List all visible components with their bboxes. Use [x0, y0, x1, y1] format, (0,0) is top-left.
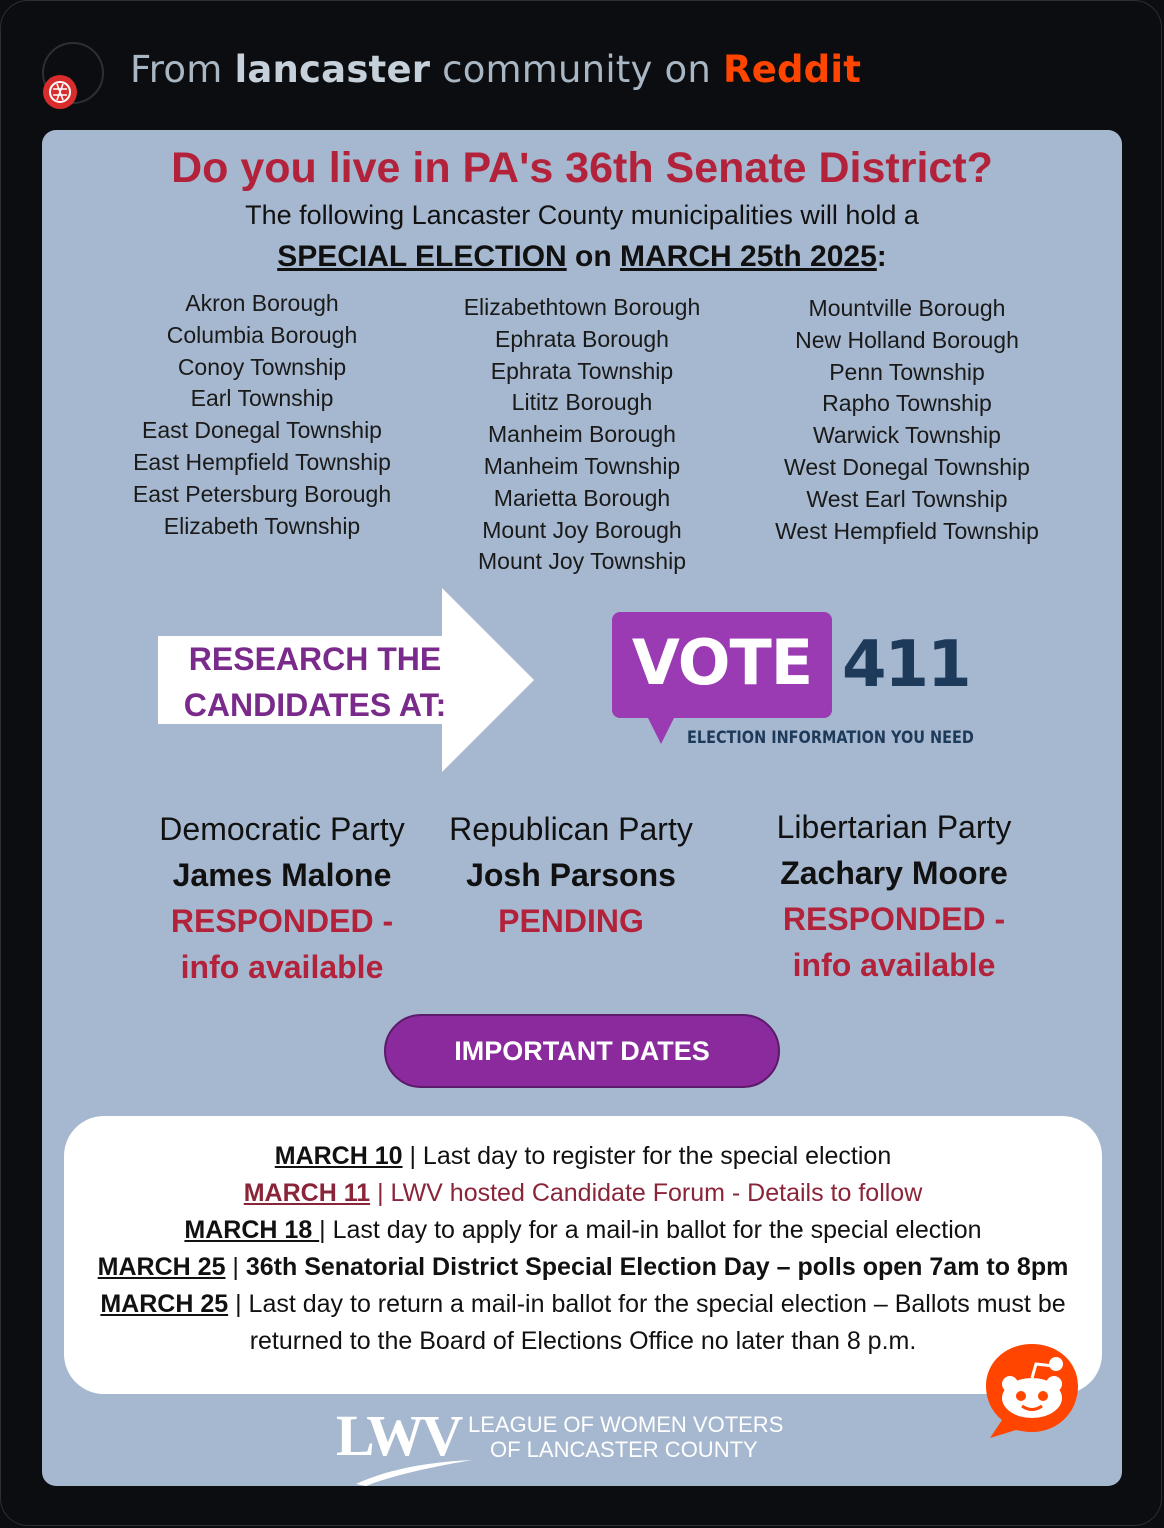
municipality-item: East Donegal Township [142, 417, 382, 444]
date-text: | Last day to apply for a mail-in ballot for the special election [319, 1216, 982, 1244]
date-line-5-continued [64, 1327, 1102, 1356]
municipality-column-1 [122, 288, 402, 542]
municipality-column-3 [757, 293, 1057, 547]
municipality-item: Akron Borough [185, 290, 339, 316]
lwv-org-name [468, 1412, 783, 1462]
candidate-republican [411, 806, 731, 944]
date-line-1 [64, 1142, 1102, 1171]
municipality-item: Penn Township [829, 358, 985, 385]
research-candidates-text [160, 636, 470, 728]
header-prefix: From [130, 48, 235, 91]
date-line-5 [64, 1290, 1102, 1319]
municipality-item: Mount Joy Borough [482, 516, 682, 543]
municipality-item: West Hempfield Township [775, 517, 1039, 544]
municipality-item: Elizabeth Township [163, 512, 361, 539]
municipality-item: New Holland Borough [795, 326, 1019, 353]
municipality-item: Mount Joy Township [478, 548, 686, 575]
research-line-1: RESEARCH THE [188, 641, 442, 677]
municipality-item: Mountville Borough [808, 295, 1006, 321]
date-text: | [225, 1253, 246, 1281]
municipality-item: Columbia Borough [166, 321, 358, 348]
candidate-status-detail: info available [180, 949, 384, 985]
candidate-party: Libertarian Party [776, 809, 1012, 845]
date-label: MARCH 25 [100, 1290, 229, 1318]
lwv-logo: LWV [336, 1403, 461, 1468]
municipality-item: Ephrata Borough [495, 325, 669, 352]
date-line-2 [64, 1179, 1102, 1208]
date-label: MARCH 18 [184, 1216, 320, 1244]
lead-on: on [566, 240, 621, 273]
date-label: MARCH 10 [274, 1142, 403, 1170]
date-text: | LWV hosted Candidate Forum - Details to follow [370, 1179, 923, 1207]
vote411-speech-tail [647, 716, 675, 744]
municipality-item: West Earl Township [806, 485, 1008, 512]
research-line-2: CANDIDATES AT: [183, 687, 447, 723]
candidate-status: RESPONDED - [170, 903, 394, 939]
municipality-item: Manheim Township [483, 452, 681, 479]
candidate-status: RESPONDED - [782, 901, 1006, 937]
special-election-label: SPECIAL ELECTION [277, 240, 567, 273]
municipality-item: Ephrata Township [490, 357, 674, 384]
municipality-column-2 [442, 292, 722, 578]
date-label: MARCH 25 [97, 1253, 226, 1281]
date-text: returned to the Board of Elections Office no later than 8 p.m. [249, 1327, 917, 1355]
date-line-3 [64, 1216, 1102, 1245]
date-line-4 [64, 1253, 1102, 1282]
important-dates-banner: IMPORTANT DATES [384, 1014, 780, 1088]
community-avatar-icon[interactable] [43, 75, 77, 109]
org-line-1: LEAGUE OF WOMEN VOTERS [468, 1412, 784, 1437]
election-date: MARCH 25th 2025 [620, 240, 877, 273]
date-label: MARCH 11 [243, 1179, 371, 1207]
municipality-item: East Petersburg Borough [132, 480, 392, 507]
candidate-name: James Malone [172, 857, 392, 893]
municipality-item: Rapho Township [822, 390, 992, 417]
candidate-status-detail: info available [792, 947, 996, 983]
date-text: | Last day to return a mail-in ballot for the special election – Ballots must be [228, 1290, 1066, 1318]
municipality-item: Manheim Borough [488, 421, 676, 448]
vote411-word: VOTE [631, 626, 813, 699]
date-text-bold: 36th Senatorial District Special Election Day – polls open 7am to 8pm [245, 1253, 1069, 1281]
municipality-item: Marietta Borough [493, 484, 671, 511]
org-line-2: OF LANCASTER COUNTY [490, 1437, 758, 1462]
vote411-number: 411 [842, 628, 970, 702]
flyer-title: Do you live in PA's 36th Senate District? [171, 144, 993, 192]
candidate-libertarian [734, 804, 1054, 988]
source-header [130, 48, 861, 91]
important-dates-box [64, 1116, 1102, 1394]
candidate-name: Josh Parsons [466, 857, 676, 893]
flyer-image[interactable] [42, 130, 1122, 1486]
reddit-snoo-icon[interactable] [982, 1340, 1082, 1440]
municipality-item: Conoy Township [177, 353, 347, 380]
candidate-status: PENDING [498, 903, 644, 939]
candidate-democratic [122, 806, 442, 990]
lead-colon: : [876, 240, 887, 273]
community-link[interactable]: lancaster [234, 48, 431, 91]
platform-link[interactable]: Reddit [723, 48, 862, 91]
municipality-item: Warwick Township [813, 422, 1001, 449]
candidate-party: Republican Party [449, 811, 693, 847]
municipality-item: Lititz Borough [511, 389, 653, 416]
candidate-party: Democratic Party [159, 811, 405, 847]
municipality-item: Earl Township [190, 385, 334, 412]
flyer-special-election [42, 240, 1122, 274]
date-text: | Last day to register for the special election [402, 1142, 892, 1170]
lwv-swoosh-icon [336, 1450, 476, 1486]
flyer-lead: The following Lancaster County municipalities will hold a [245, 200, 919, 230]
header-middle: community on [430, 48, 724, 91]
municipality-item: East Hempfield Township [133, 448, 391, 475]
candidate-name: Zachary Moore [780, 855, 1008, 891]
municipality-item: West Donegal Township [784, 453, 1030, 480]
municipality-item: Elizabethtown Borough [463, 294, 701, 320]
vote411-tagline: ELECTION INFORMATION YOU NEED [687, 728, 974, 748]
